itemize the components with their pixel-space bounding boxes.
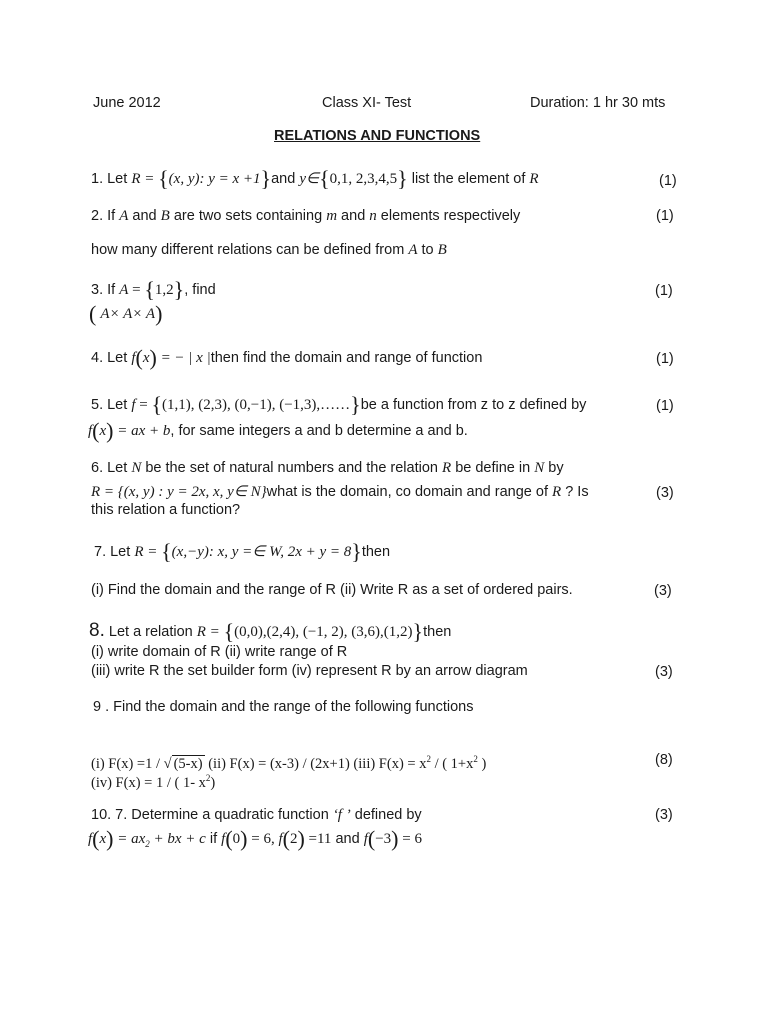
marks-q7: (3) <box>654 583 672 599</box>
question-8-line-2: (i) write domain of R (ii) write range of R <box>91 644 348 660</box>
header-class-test: Class XI- Test <box>322 95 412 111</box>
header-date: June 2012 <box>93 95 161 111</box>
marks-q5: (1) <box>656 398 674 414</box>
question-5-line-2: f(x) = ax + b, for same integers a and b determine a and b. <box>88 418 468 443</box>
marks-q3: (1) <box>655 283 673 299</box>
marks-q1: (1) <box>659 173 677 189</box>
question-9-function-iv: (iv) F(x) = 1 / ( 1- $x^2$) <box>91 773 216 791</box>
marks-q9: (8) <box>655 752 673 768</box>
marks-q10: (3) <box>655 807 673 823</box>
marks-q8: (3) <box>655 664 673 680</box>
marks-q2: (1) <box>656 208 674 224</box>
question-10: 10. 7. Determine a quadratic function ‘f ’ defined by <box>91 807 422 823</box>
question-3-line-2: ( A× A× A) <box>89 301 163 326</box>
question-7: 7. Let R = {(x,−y): x, y =∈ W, 2x + y = 8}then <box>94 539 391 564</box>
question-6-line-2: R = {(x, y) : y = 2x, x, y∈ N}what is the domain, co domain and range of R ? Is <box>91 484 589 500</box>
marks-q4: (1) <box>656 351 674 367</box>
header-duration: Duration: 1 hr 30 mts <box>530 95 666 111</box>
question-7-line-2: (i) Find the domain and the range of R (ii) Write R as a set of ordered pairs. <box>91 582 573 598</box>
question-8-line-3: (iii) write R the set builder form (iv) represent R by an arrow diagram <box>91 663 528 679</box>
marks-q6: (3) <box>656 485 674 501</box>
question-5: 5. Let f = {(1,1), (2,3), (0,−1), (−1,3),……}be a function from z to z defined by <box>91 392 587 417</box>
question-10-line-2: $f(x) = ax_2$ + bx + c if f(0) = 6, f(2) =11 and f(−3) = 6 <box>88 826 422 851</box>
page-title: RELATIONS AND FUNCTIONS <box>274 128 481 144</box>
question-1: 1. Let R = {(x, y): y = x +1}and y∈{0,1, 2,3,4,5} list the element of R <box>91 166 539 191</box>
question-9-functions: (i) F(x) =1 / √ (5-x) (ii) F(x) = (x-3) / (2x+1) (iii) $F(x) = x^2$ / ( $1+x^2$ ) <box>91 754 487 772</box>
question-2: 2. If A and B are two sets containing m and n elements respectively <box>91 208 521 224</box>
question-3: 3. If A = {1,2}, find <box>91 277 216 302</box>
question-6-line-3: this relation a function? <box>91 502 241 518</box>
question-8: 8. Let a relation R = {(0,0),(2,4), (−1, 2), (3,6),(1,2)}then <box>89 619 452 644</box>
question-6: 6. Let N be the set of natural numbers and the relation R be define in N by <box>91 460 564 476</box>
question-2-line-2: how many different relations can be defined from A to B <box>91 242 447 258</box>
question-9: 9 . Find the domain and the range of the following functions <box>93 699 474 715</box>
question-4: 4. Let f(x) = − | x |then find the domain and range of function <box>91 345 483 370</box>
